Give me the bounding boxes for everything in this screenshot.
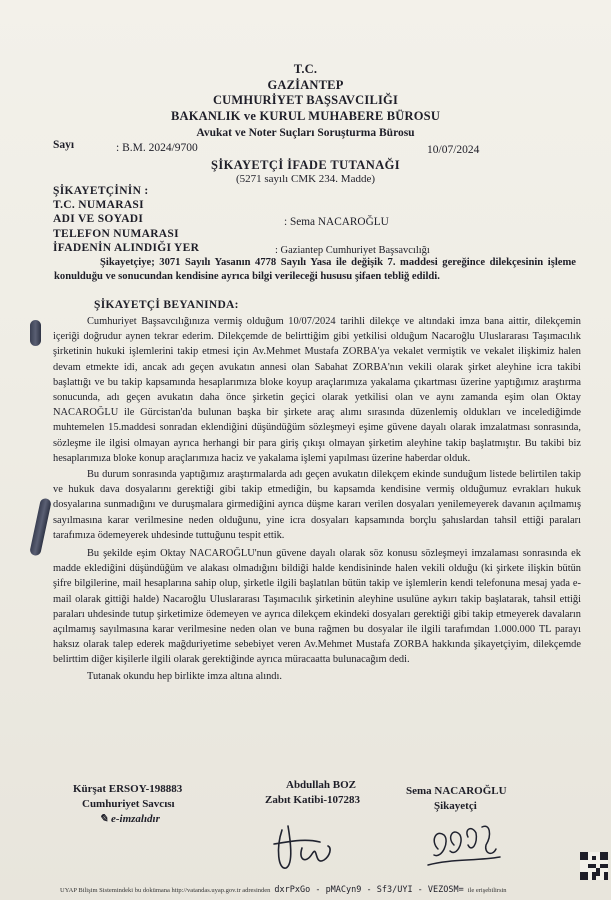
prosecutor-name: Kürşat ERSOY-198883 — [73, 783, 183, 795]
tc-number-label: T.C. NUMARASI — [53, 199, 144, 211]
statement-paragraph-1: Cumhuriyet Başsavcılığınıza vermiş olduğum 10/07/2024 tarihli dilekçe ve altındaki imza bana aittir, dilekçemin içeriği doğrudur aynen tekrar ederim. Dilekçemde de belirttiğim gibi yetkilisi olduğum Nacaroğlu Uluslararası Taşımacılık şirketinin hukuki işlemlerini takip etmesi için Av.Mehmet Mustafa ZORBA'ya vekalet vermiştik ve vekalet ilişkimiz halen devam etmekte idi, ancak adı geçen avukatın annesi olan Sabahat ZORBA'nın vekili olarak şirket aleyhine icra takibi başlattığı ve bu takip kapsamında hesaplarımıza bloke koyup araçlarımıza yakalama çıkartması üzerine yaptığımız araştırma sonucunda, adı geçen avukatın daha önce şirketin geçici olarak yetkilisi olan ve aynı zamanda eşim olan Oktay NACAROĞLU ile Gürcistan'da bulunan başka bir şirkete araç alımı sırasında düzenlemiş oldukları ve incelediğimde muhtemelen 15.maddesi sonradan eklendiğini düşündüğüm sözleşmeyi eşime güvene dayalı olarak imzalatması sonrasında, sözleşme ile ilgisi olmayan ayrıca herhangi bir para giriş çıkışı olmayan şirketim aleyhine takip başlatmıştır. Bu takibi biz hesaplarımıza bloke konup araçlarımıza haciz ve yakalama işlemi yapılması üzerine haberdar olduk. — [53, 316, 581, 464]
place-label: İFADENİN ALINDIĞI YER — [53, 242, 200, 254]
clerk-signature-icon — [268, 808, 348, 878]
prosecutor-title: Cumhuriyet Savcısı — [82, 798, 175, 810]
document-subtitle: (5271 sayılı CMK 234. Madde) — [235, 173, 375, 185]
clerk-name: Abdullah BOZ — [286, 779, 357, 791]
statement-paragraph-3: Bu şekilde eşim Oktay NACAROĞLU'nun güvene dayalı olarak söz konusu sözleşmeyi imzalaması sonrasında ek madde eklediğini düşündüğüm ve alakası olmadığını bildiği halde kendisininde halen vekili olduğu (ki şirkete ilişkin bütün şifre bilgilerine, mail hesaplarına sahip olup, şirketle ilgili başlatılan bütün takip ve işlemlerin kendi telefonuna mesaj yada e-mail olarak gittiği halde) Nacaroğlu Uluslararası Taşımacılık şirketinin aleyhine usulüne aykırı takip başlatarak, tahsil ettiği paraları uhdesinde tutup şirketimize ödemeyen ve ayrıca dilekçem ekindeki dosyaları gerektiği gibi takip etmeyerek davaların açılmamış sayılmasına karar verilmesine neden olan ve buna rağmen bu dosyalar ile ilgili tarafımdan 1.000.000 TL parayı haksız olarak talep ederek mağduriyetime sebebiyet veren Av.Mehmet Mustafa ZORBA hakkında şikayetçiyim, dilekçemde belirttim diğer kişilerle ilgili olarak gerektiğinde ayrıca müracaatta bulunacağım dedi. — [53, 548, 581, 666]
footer-text-left: UYAP Bilişim Sistemindeki bu dokümana http://vatandas.uyap.gov.tr adresinden — [60, 887, 271, 894]
legal-notice: Şikayetçiye; 3071 Sayılı Yasanın 4778 Sayılı Yasa ile değişik 7. maddesi gereğince dilekçesinin işleme konulduğu ve sonucundan kendisine ayrıca bilgi verileceği hususu şifaen tebliğ edildi. — [54, 257, 576, 283]
statement-body — [53, 314, 581, 684]
statement-paragraph-4: Tutanak okundu hep birlikte imza altına alındı. — [87, 670, 282, 682]
sayi-label: Sayı — [53, 139, 75, 151]
punch-hole-bottom — [29, 497, 52, 556]
name-label: ADI VE SOYADI — [53, 213, 144, 225]
footer-bar — [60, 879, 507, 897]
document-date: 10/07/2024 — [427, 144, 480, 156]
complainant-sign-name: Sema NACAROĞLU — [406, 785, 507, 797]
place-value: : Gaziantep Cumhuriyet Başsavcılığı — [275, 245, 430, 256]
complainant-signature-icon — [420, 815, 510, 875]
header-unit: Avukat ve Noter Suçları Soruşturma Bürosu — [196, 127, 415, 139]
clerk-title: Zabıt Katibi-107283 — [265, 794, 361, 806]
complainant-heading: ŞİKAYETÇİNİN : — [53, 185, 149, 197]
footer-text-right: ile erişebilirsin — [467, 887, 507, 894]
complainant-sign-title: Şikayetçi — [434, 800, 477, 812]
document-title: ŞİKAYETÇİ İFADE TUTANAĞI — [210, 158, 401, 172]
header-office: CUMHURİYET BAŞSAVCILIĞI — [212, 93, 399, 107]
header-city: GAZİANTEP — [267, 78, 344, 92]
header-tc: T.C. — [293, 62, 318, 76]
statement-paragraph-2: Bu durum sonrasında yaptığımız araştırmalarda adı geçen avukatın dilekçem ekinde sunduğum listede belirtilen takip ve hukuk dava dosyalarını gerektiği gibi takip etmediğin, bu kapsamda kendisine vermiş olduğumuz evrakları hukuk dosyalarına sunmadığını ve duruşmalara girmediğini ayrıca düşme kararı verilen dosyaları yenilemeyerek davanın açılmamış sayılmasına karar verilmesine neden olduğunu, yine icra dosyaları kapsamında borçlu şahıslardan tahsil ettiği paraları tarafımıza ödemeyerek uhdesinde tuttuğunu tespit ettik. — [53, 469, 581, 541]
esign-label: e-imzalıdır — [110, 813, 160, 825]
sayi-value: : B.M. 2024/9700 — [116, 142, 198, 154]
qr-code-icon — [580, 852, 608, 880]
esign-block — [99, 812, 160, 825]
esign-icon: ✎ — [99, 813, 109, 825]
header-bureau: BAKANLIK ve KURUL MUHABERE BÜROSU — [170, 109, 441, 123]
footer-code: dxrPxGo - pMACyn9 - Sf3/UYI - VEZOSM= — [274, 885, 464, 895]
name-value: : Sema NACAROĞLU — [284, 216, 389, 228]
phone-label: TELEFON NUMARASI — [53, 228, 179, 240]
punch-hole-top — [30, 320, 41, 346]
statement-heading: ŞİKAYETÇİ BEYANINDA: — [94, 299, 239, 311]
